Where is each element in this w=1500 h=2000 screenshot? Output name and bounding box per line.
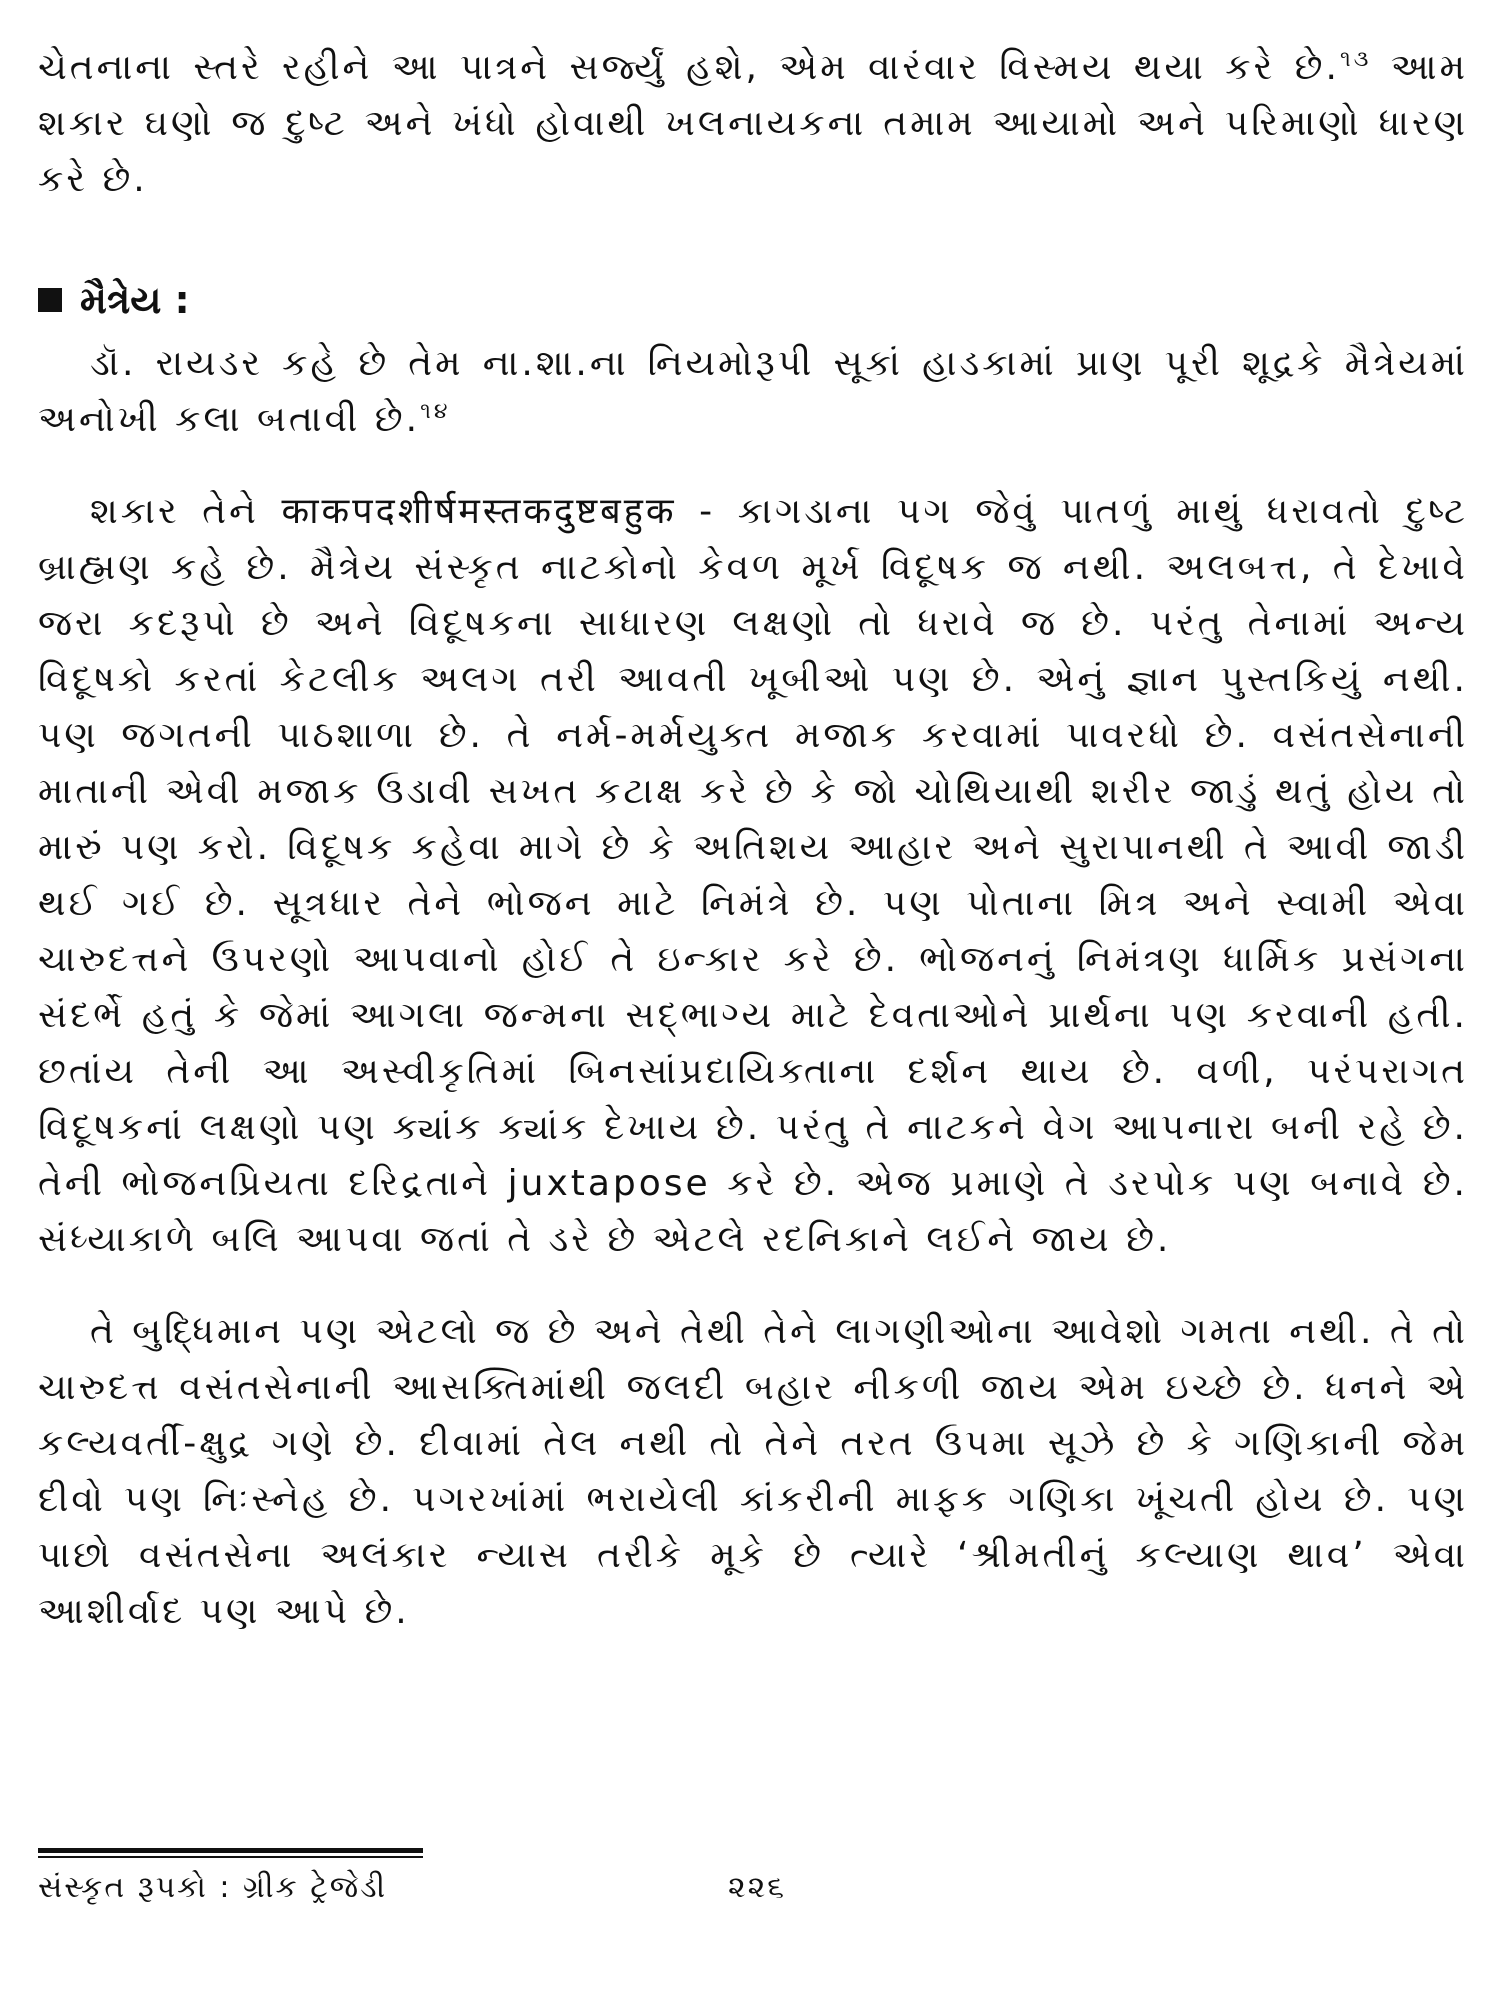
footer-row (38, 1870, 1468, 1918)
intro-paragraph-text: ચેતનાના સ્તરે રહીને આ પાત્રને સર્જ્યું હશે, એમ વારંવાર વિસ્મય થયા કરે છે. (38, 47, 1340, 88)
footnote-ref-13: ૧૩ (1339, 47, 1372, 72)
intro-paragraph (38, 40, 1468, 208)
footer-book-title: સંસ્કૃત રૂપકો : ગ્રીક ટ્રેજેડી (38, 1870, 388, 1905)
intro-paragraph-text-continued: આમ શકાર ઘણો જ દુષ્ટ અને ખંધો હોવાથી ખલનાયકના તમામ આયામો અને પરિમાણો ધારણ કરે છે. (38, 47, 1468, 200)
section-heading (38, 272, 1468, 328)
body-paragraph-3-text: તે બુદ્ધિમાન પણ એટલો જ છે અને તેથી તેને લાગણીઓના આવેશો ગમતા નથી. તે તો ચારુદત્ત વસંતસેનાની આસક્તિમાંથી જલદી બહાર નીકળી જાય એમ ઇચ્છે છે. ધનને એ કલ્યવર્તી-ક્ષુદ્ર ગણે છે. દીવામાં તેલ નથી તો તેને તરત ઉપમા સૂઝે છે કે ગણિકાની જેમ દીવો પણ નિઃસ્નેહ છે. પગરખાંમાં ભરાયેલી કાંકરીની માફક ગણિકા ખૂંચતી હોય છે. પણ પાછો વસંતસેના અલંકાર ન્યાસ તરીકે મૂકે છે ત્યારે ‘શ્રીમતીનું કલ્યાણ થાવ’ એવા આશીર્વાદ પણ આપે છે. (38, 1311, 1468, 1632)
body-paragraph-2 (38, 484, 1468, 1268)
body-paragraph-1-text: ડૉ. રાયડર કહે છે તેમ ના.શા.ના નિયમોરૂપી સૂકાં હાડકામાં પ્રાણ પૂરી શૂદ્રકે મૈત્રેયમાં અનોખી કલા બતાવી છે. (38, 343, 1468, 440)
paragraph-gap (38, 448, 1468, 484)
body-paragraph-2-text: શકાર તેને काकपदशीर्षमस्तकदुष्टबहुक - કાગડાના પગ જેવું પાતળું માથું ધરાવતો દુષ્ટ બ્રાહ્મણ કહે છે. મૈત્રેય સંસ્કૃત નાટકોનો કેવળ મૂર્ખ વિદૂષક જ નથી. અલબત્ત, તે દેખાવે જરા કદરૂપો છે અને વિદૂષકના સાધારણ લક્ષણો તો ધરાવે જ છે. પરંતુ તેનામાં અન્ય વિદૂષકો કરતાં કેટલીક અલગ તરી આવતી ખૂબીઓ પણ છે. એનું જ્ઞાન પુસ્તકિયું નથી. પણ જગતની પાઠશાળા છે. તે નર્મ-મર્મયુક્ત મજાક કરવામાં પાવરધો છે. વસંતસેનાની માતાની એવી મજાક ઉડાવી સખત કટાક્ષ કરે છે કે જો ચોથિયાથી શરીર જાડું થતું હોય તો મારું પણ કરો. વિદૂષક કહેવા માગે છે કે અતિશય આહાર અને સુરાપાનથી તે આવી જાડી થઈ ગઈ છે. સૂત્રધાર તેને ભોજન માટે નિમંત્રે છે. પણ પોતાના મિત્ર અને સ્વામી એવા ચારુદત્તને ઉપરણો આપવાનો હોઈ તે ઇન્કાર કરે છે. ભોજનનું નિમંત્રણ ધાર્મિક પ્રસંગના સંદર્ભે હતું કે જેમાં આગલા જન્મના સદ્‌ભાગ્ય માટે દેવતાઓને પ્રાર્થના પણ કરવાની હતી. છતાંય તેની આ અસ્વીકૃતિમાં બિનસાંપ્રદાયિક્તાના દર્શન થાય છે. વળી, પરંપરાગત વિદૂષકનાં લક્ષણો પણ ક્યાંક ક્યાંક દેખાય છે. પરંતુ તે નાટકને વેગ આપનારા બની રહે છે. તેની ભોજનપ્રિયતા દરિદ્રતાને juxtapose કરે છે. એજ પ્રમાણે તે ડરપોક પણ બનાવે છે. સંધ્યાકાળે બલિ આપવા જતાં તે ડરે છે એટલે રદનિકાને લઈને જાય છે. (38, 491, 1469, 1260)
page-body (38, 40, 1468, 1640)
footer-rule (38, 1848, 423, 1858)
page-number: ૨૨૬ (728, 1870, 787, 1905)
square-bullet-icon (38, 288, 62, 312)
paragraph-gap (38, 1268, 1468, 1304)
body-paragraph-1 (38, 336, 1468, 448)
section-heading-text: મૈત્રેય : (80, 278, 190, 322)
body-paragraph-3 (38, 1304, 1468, 1640)
footnote-ref-14: ૧૪ (420, 399, 451, 424)
page-footer (38, 1848, 1468, 1918)
